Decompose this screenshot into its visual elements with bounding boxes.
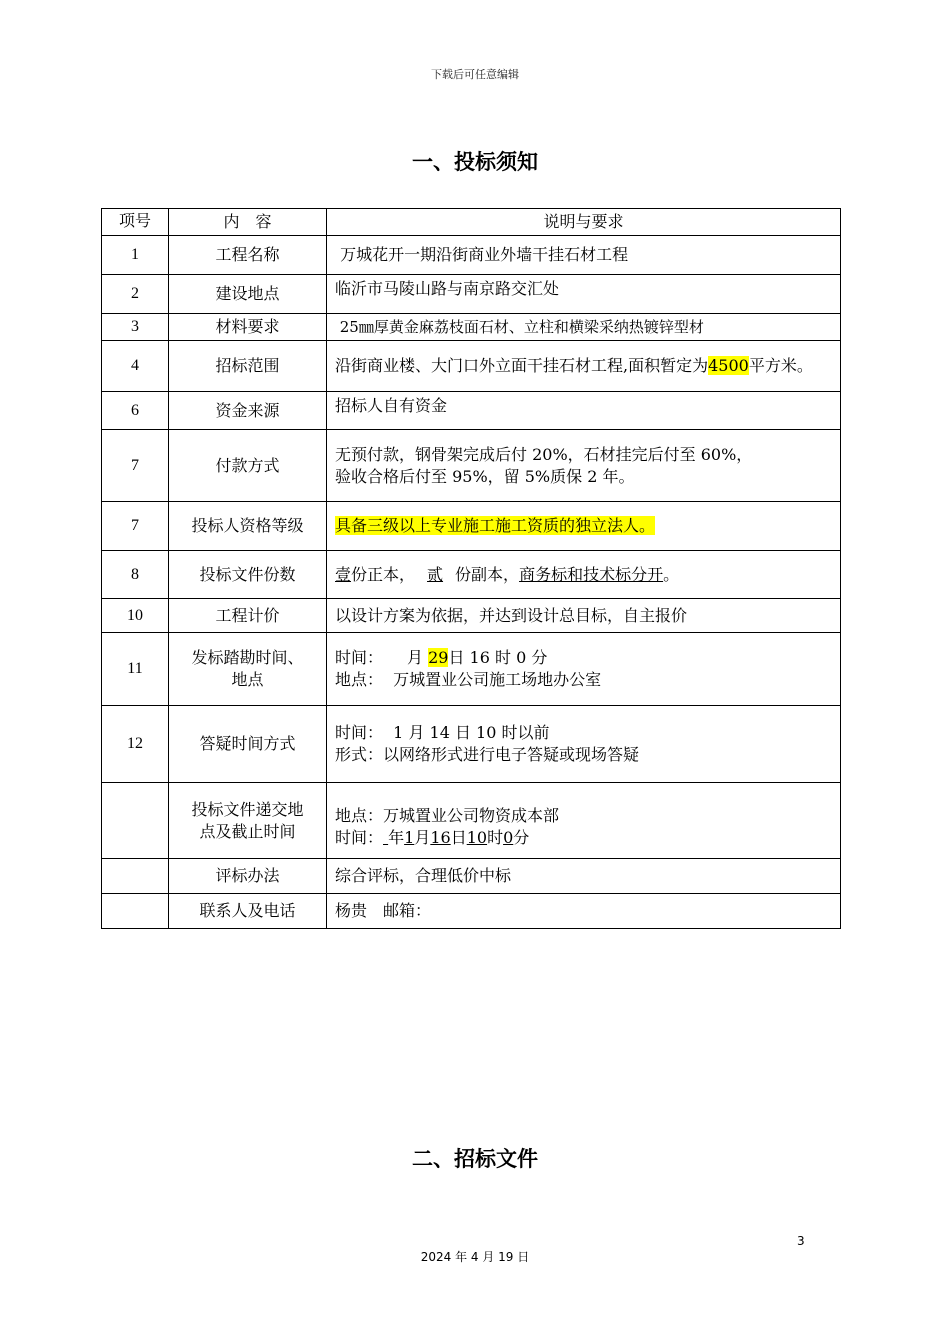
table-row [102, 783, 841, 859]
row-item: 建设地点 [169, 275, 327, 314]
payment-line-1: 无预付款，钢骨架完成后付 20%，石材挂完后付至 60%， [335, 444, 753, 464]
row-description [327, 783, 841, 859]
scope-text: 沿街商业楼、大门口外立面干挂石材工程,面积暂定为 [335, 356, 709, 375]
original-label: 份正本， [351, 564, 416, 584]
original-count: 壹 [335, 564, 352, 584]
site-visit-place: 地点： 万城置业公司施工场地办公室 [335, 670, 602, 689]
row-item: 工程计价 [169, 599, 327, 633]
qa-time: 时间： 1 月 14 日 10 时以前 [335, 723, 550, 742]
row-number: 4 [102, 341, 169, 392]
row-number [102, 859, 169, 894]
header-note: 下载后可任意编辑 [431, 68, 519, 81]
row-number: 1 [102, 236, 169, 275]
row-description [327, 551, 841, 599]
row-item: 评标办法 [169, 859, 327, 894]
row-number [102, 783, 169, 859]
table-row [102, 341, 841, 392]
row-description [327, 633, 841, 706]
item-line-1: 发标踏勘时间、 [191, 648, 304, 667]
row-item: 答疑时间方式 [169, 706, 327, 783]
row-description: 综合评标，合理低价中标 [327, 859, 841, 894]
row-description: 杨贵 邮箱： [327, 894, 841, 929]
row-description: 万城花开一期沿街商业外墙干挂石材工程 [327, 236, 841, 275]
row-description [327, 341, 841, 392]
table-row [102, 599, 841, 633]
row-item: 招标范围 [169, 341, 327, 392]
table-row [102, 859, 841, 894]
table-row [102, 236, 841, 275]
row-number: 3 [102, 314, 169, 341]
row-item: 投标人资格等级 [169, 502, 327, 551]
copy-label: 份副本， [455, 564, 520, 584]
footer-date: 2024 年 4 月 19 日 [420, 1250, 530, 1264]
row-item: 联系人及电话 [169, 894, 327, 929]
page-number: 3 [797, 1234, 805, 1248]
submission-deadline: 时间： 年1月16日10时0分 [335, 827, 530, 847]
period: 。 [663, 564, 680, 584]
row-number: 2 [102, 275, 169, 314]
table-row [102, 706, 841, 783]
table-row [102, 275, 841, 314]
row-description: 以设计方案为依据，并达到设计总目标，自主报价 [327, 599, 841, 633]
row-item: 资金来源 [169, 392, 327, 430]
row-description [327, 430, 841, 502]
row-number: 7 [102, 430, 169, 502]
table-row [102, 551, 841, 599]
row-number: 7 [102, 502, 169, 551]
table-row [102, 502, 841, 551]
row-number: 12 [102, 706, 169, 783]
day-highlight: 29 [428, 648, 449, 667]
submission-place: 地点：万城置业公司物资成本部 [335, 805, 560, 825]
row-item [169, 783, 327, 859]
table-row [102, 392, 841, 430]
site-visit-time: 时间： 月 29日 16 时 0 分 [335, 648, 548, 667]
section-title-tender-documents: 二、招标文件 [412, 1147, 538, 1171]
row-number: 10 [102, 599, 169, 633]
table-row [102, 894, 841, 929]
row-description: 招标人自有资金 [327, 392, 841, 430]
row-item: 投标文件份数 [169, 551, 327, 599]
qa-method: 形式：以网络形式进行电子答疑或现场答疑 [335, 745, 640, 764]
item-line-2: 点及截止时间 [199, 821, 296, 841]
qualification-highlight: 具备三级以上专业施工施工资质的独立法人。 [335, 516, 656, 535]
row-number: 6 [102, 392, 169, 430]
row-number: 8 [102, 551, 169, 599]
table-row [102, 314, 841, 341]
header-item-no: 项号 [102, 209, 169, 236]
row-number [102, 894, 169, 929]
row-description [327, 502, 841, 551]
bid-instructions-table [101, 208, 841, 929]
row-item: 付款方式 [169, 430, 327, 502]
row-item: 材料要求 [169, 314, 327, 341]
row-description [327, 706, 841, 783]
item-line-2: 地点 [231, 670, 264, 689]
row-description: 25㎜厚黄金麻荔枝面石材、立柱和横梁采纳热镀锌型材 [327, 314, 841, 341]
table-header-row [102, 209, 841, 236]
header-description: 说明与要求 [327, 209, 841, 236]
payment-line-2: 验收合格后付至 95%，留 5%质保 2 年。 [335, 466, 635, 486]
scope-unit: 平方米。 [748, 356, 813, 375]
table-row [102, 430, 841, 502]
separate-bid-note: 商务标和技术标分开 [519, 564, 664, 584]
row-item [169, 633, 327, 706]
row-number: 11 [102, 633, 169, 706]
row-item: 工程名称 [169, 236, 327, 275]
row-description: 临沂市马陵山路与南京路交汇处 [327, 275, 841, 314]
section-title-bid-instructions: 一、投标须知 [412, 150, 538, 174]
item-line-1: 投标文件递交地 [191, 799, 304, 819]
table-row [102, 633, 841, 706]
copy-count: 贰 [427, 564, 444, 584]
header-content: 内 容 [169, 209, 327, 236]
area-value-highlight: 4500 [708, 356, 749, 375]
